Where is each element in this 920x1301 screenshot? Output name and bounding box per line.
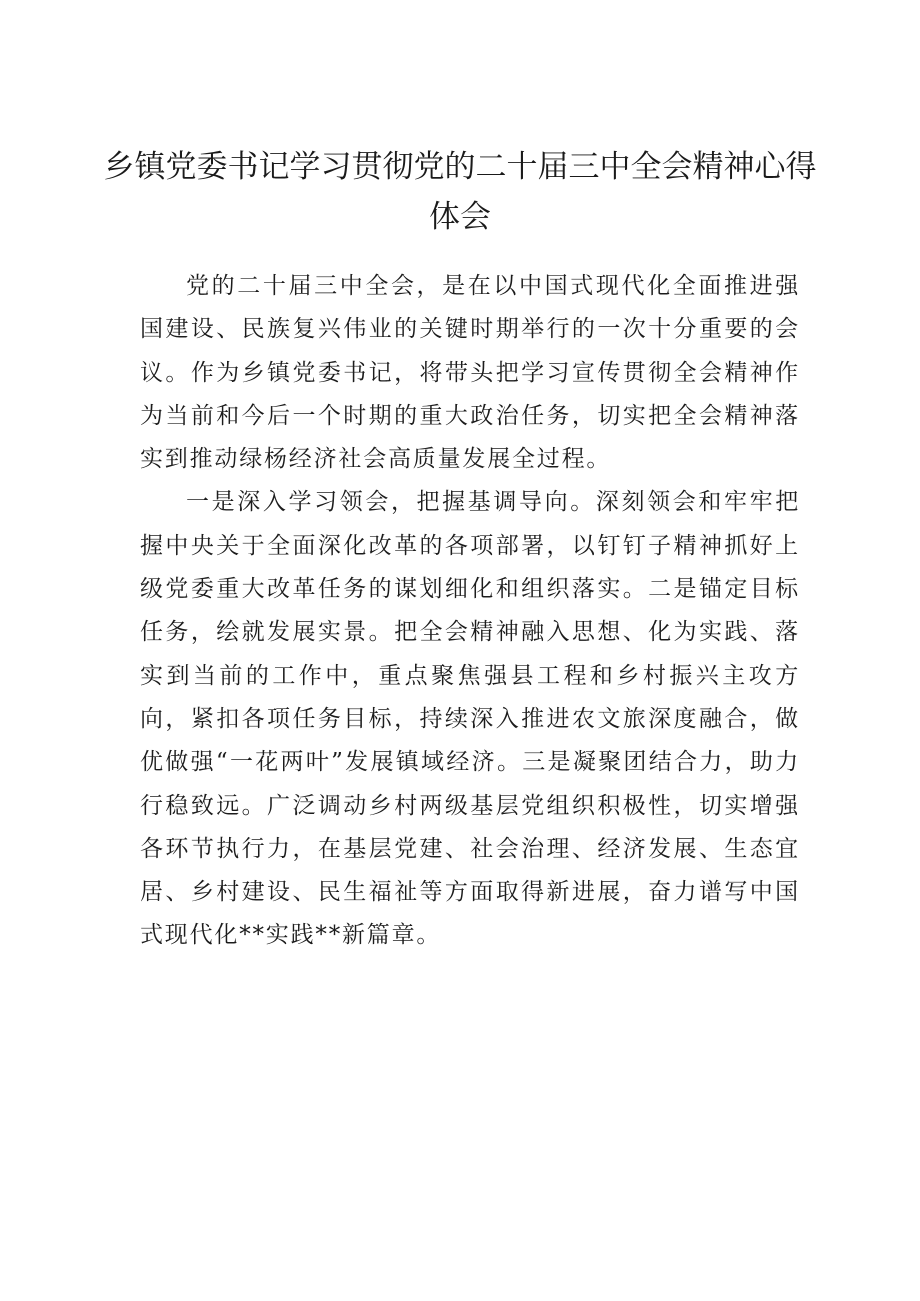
paragraph-intro: 党的二十届三中全会，是在以中国式现代化全面推进强国建设、民族复兴伟业的关键时期举行的一次十分重要的会议。作为乡镇党委书记，将带头把学习宣传贯彻全会精神作为当前和今后一个时期的重大政治任务，切实把全会精神落实到推动绿杨经济社会高质量发展全过程。 <box>140 273 800 473</box>
document-title: 乡镇党委书记学习贯彻党的二十届三中全会精神心得体会 <box>103 149 817 235</box>
paragraph-main: 一是深入学习领会，把握基调导向。深刻领会和牢牢把握中央关于全面深化改革的各项部署，以钉钉子精神抓好上级党委重大改革任务的谋划细化和组织落实。二是锚定目标任务，绘就发展实景。把全会精神融入思想、化为实践、落实到当前的工作中，重点聚焦强县工程和乡村振兴主攻方向，紧扣各项任务目标，持续深入推进农文旅深度融合，做优做强“一花两叶”发展镇域经济。三是凝聚团结合力，助力行稳致远。广泛调动乡村两级基层党组织积极性，切实增强各环节执行力，在基层党建、社会治理、经济发展、生态宜居、乡村建设、民生福祉等方面取得新进展，奋力谱写中国式现代化**实践**新篇章。 <box>140 489 800 949</box>
document-body <box>140 265 800 958</box>
